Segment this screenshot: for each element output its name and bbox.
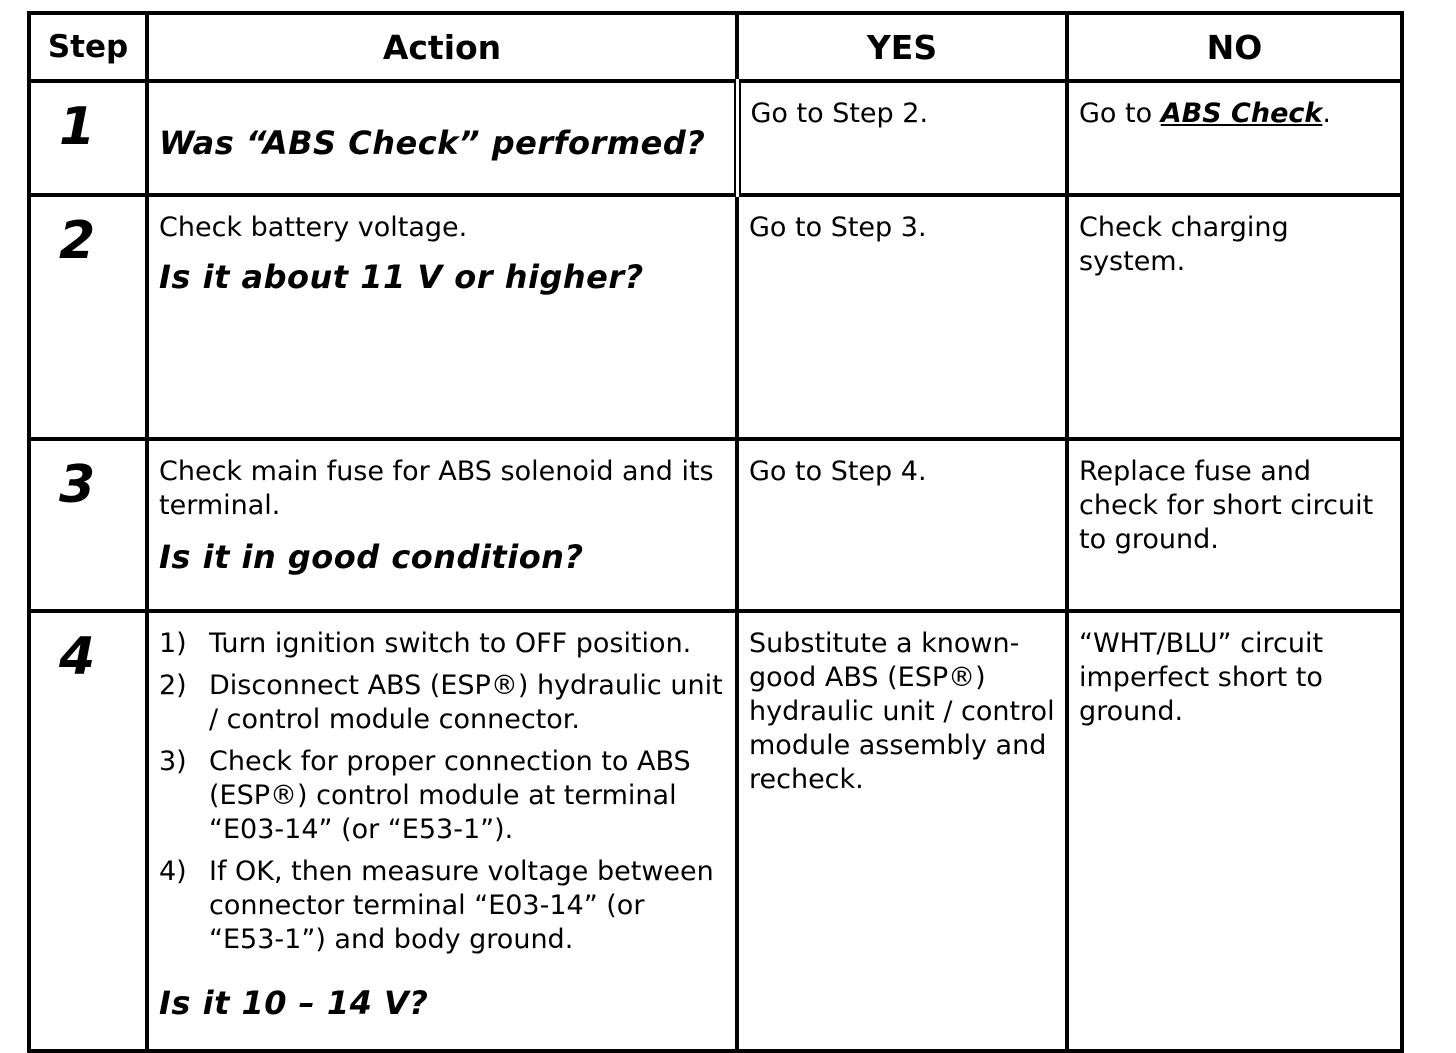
- step-number: 3: [29, 439, 147, 611]
- action-text: Check battery voltage.: [159, 212, 468, 243]
- procedure-step: [159, 745, 723, 847]
- procedure-step-number: 2): [159, 670, 187, 701]
- no-text-prefix: Go to: [1079, 98, 1161, 129]
- question-text: Was “ABS Check” performed?: [159, 124, 706, 162]
- procedure-step-number: 4): [159, 856, 187, 887]
- header-no: NO: [1067, 13, 1402, 81]
- step-number: 1: [29, 81, 147, 195]
- table-row: [29, 439, 1402, 611]
- header-step: Step: [29, 13, 147, 81]
- step-number: 2: [29, 195, 147, 439]
- procedure-step-text: Turn ignition switch to OFF position.: [209, 628, 692, 659]
- procedure-step: [159, 669, 723, 737]
- step-number: 4: [29, 611, 147, 1051]
- header-row: [29, 13, 1402, 81]
- procedure-step-number: 1): [159, 628, 187, 659]
- question-text: Is it 10 – 14 V?: [159, 984, 429, 1022]
- procedure-step-text: Check for proper connection to ABS (ESP®) control module at terminal “E03-14” (or “E53-1”).: [209, 746, 691, 845]
- procedure-step: [159, 627, 723, 661]
- action-cell: [147, 81, 737, 195]
- troubleshooting-table: [27, 11, 1404, 1053]
- header-action: Action: [147, 13, 737, 81]
- action-cell: [147, 195, 737, 439]
- no-cell: Check charging system.: [1067, 195, 1402, 439]
- no-cell: “WHT/BLU” circuit imperfect short to ground.: [1067, 611, 1402, 1051]
- procedure-list: [159, 627, 723, 957]
- yes-cell: Go to Step 2.: [737, 81, 1067, 195]
- yes-cell: Substitute a known-good ABS (ESP®) hydraulic unit / control module assembly and recheck.: [737, 611, 1067, 1051]
- question-text: Is it in good condition?: [159, 538, 584, 576]
- no-cell: Replace fuse and check for short circuit to ground.: [1067, 439, 1402, 611]
- table-row: [29, 81, 1402, 195]
- action-cell: [147, 611, 737, 1051]
- yes-cell: Go to Step 4.: [737, 439, 1067, 611]
- procedure-step: [159, 855, 723, 957]
- action-text: Check main fuse for ABS solenoid and its terminal.: [159, 456, 714, 521]
- abs-check-link[interactable]: ABS Check: [1160, 98, 1323, 129]
- yes-cell: Go to Step 3.: [737, 195, 1067, 439]
- question-text: Is it about 11 V or higher?: [159, 258, 644, 296]
- header-yes: YES: [737, 13, 1067, 81]
- procedure-step-text: If OK, then measure voltage between connector terminal “E03-14” (or “E53-1”) and body ground.: [209, 856, 714, 955]
- no-text-suffix: .: [1322, 98, 1331, 129]
- procedure-step-text: Disconnect ABS (ESP®) hydraulic unit / control module connector.: [209, 670, 723, 735]
- no-cell: [1067, 81, 1402, 195]
- action-cell: [147, 439, 737, 611]
- table-row: [29, 195, 1402, 439]
- procedure-step-number: 3): [159, 746, 187, 777]
- table-row: [29, 611, 1402, 1051]
